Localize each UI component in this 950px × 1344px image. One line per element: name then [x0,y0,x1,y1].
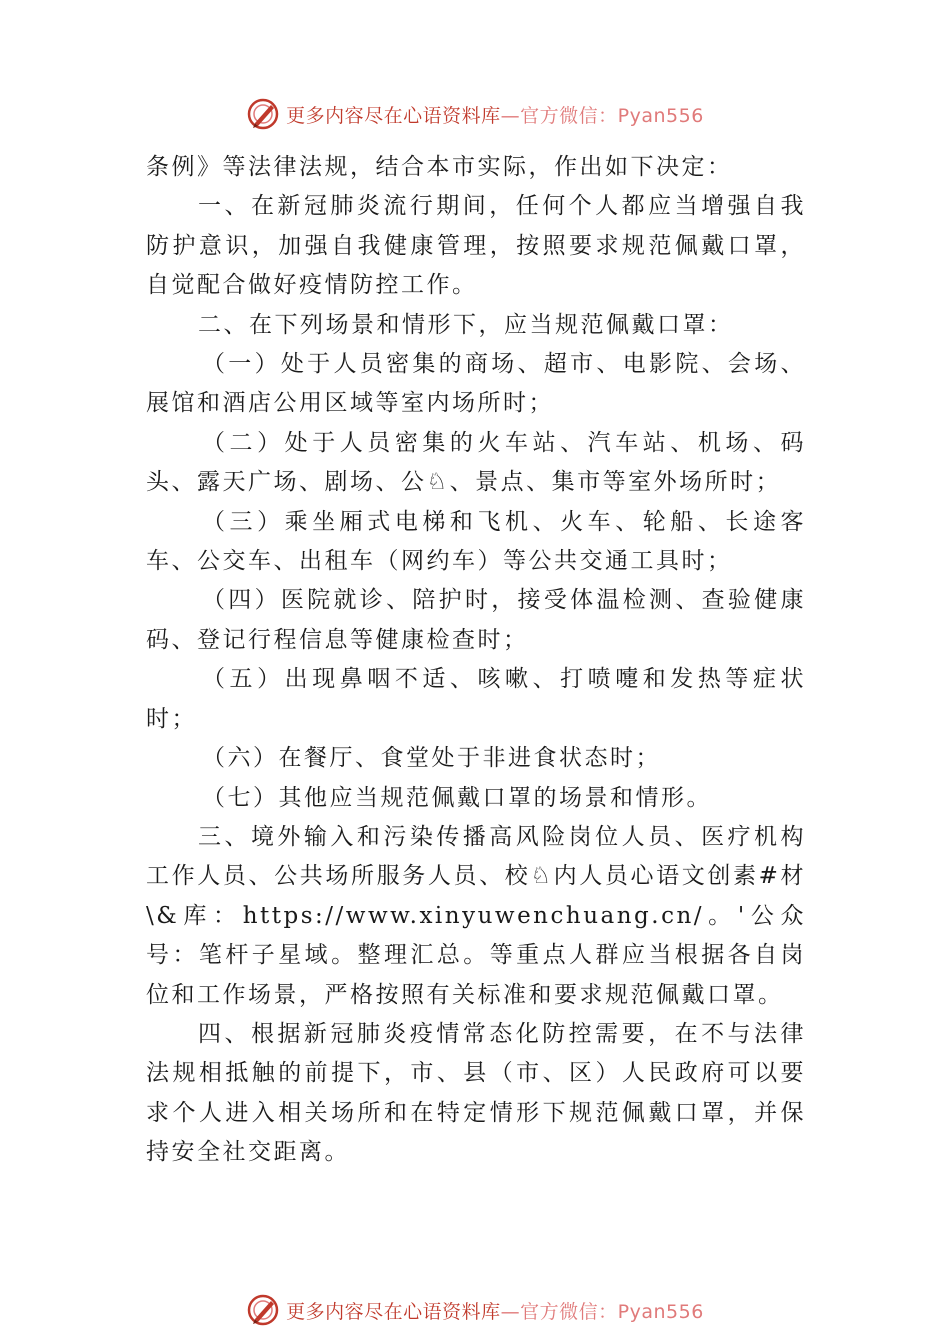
footer-wechat-id: 官方微信：Pyan556 [520,1300,704,1323]
footer-library-name: 更多内容尽在心语资料库 [286,1300,501,1323]
paragraph-subitem-7: （七）其他应当规范佩戴口罩的场景和情形。 [202,784,712,811]
paragraph-subitem-2: （二）处于人员密集的火车站、汽车站、机场、码头、露天广场、剧场、公♘、景点、集市等室外场所时； [146,429,806,496]
header-dash: — [500,104,521,127]
footer-dash: — [500,1300,521,1323]
paragraph-item-4: 四、根据新冠肺炎疫情常态化防控需要，在不与法律法规相抵触的前提下，市、县（市、区）人民政府可以要求个人进入相关场所和在特定情形下规范佩戴口罩，并保持安全社交距离。 [146,1020,806,1166]
paragraph-subitem-3: （三）乘坐厢式电梯和飞机、火车、轮船、长途客车、公交车、出租车（网约车）等公共交通工具时； [146,508,806,575]
footer-watermark-text [286,1297,704,1324]
pen-logo-icon [246,97,280,131]
paragraph-subitem-1: （一）处于人员密集的商场、超市、电影院、会场、展馆和酒店公用区域等室内场所时； [146,351,806,417]
paragraph-item-2: 二、在下列场景和情形下，应当规范佩戴口罩： [198,311,734,338]
paragraph-item-1: 一、在新冠肺炎流行期间，任何个人都应当增强自我防护意识，加强自我健康管理，按照要求规范佩戴口罩，自觉配合做好疫情防控工作。 [146,193,806,299]
paragraph-intro: 条例》等法律法规，结合本市实际，作出如下决定： [146,154,733,180]
pen-logo-icon [246,1293,280,1327]
paragraph-subitem-4: （四）医院就诊、陪护时，接受体温检测、查验健康码、登记行程信息等健康检查时； [146,587,806,653]
document-body [146,148,806,1173]
header-watermark-banner [0,94,950,134]
paragraph-subitem-6: （六）在餐厅、食堂处于非进食状态时； [202,745,661,772]
paragraph-item-3: 三、境外输入和污染传播高风险岗位人员、医疗机构工作人员、公共场所服务人员、校♘内人员心语文创素#材\&库：https://www.xinyuwenchuang.cn/。'公众号：笔杆子星域。整理汇总。等重点人群应当根据各自岗位和工作场景，严格按照有关标准和要求规范佩戴口罩。 [146,823,806,1008]
header-wechat-id: 官方微信：Pyan556 [520,104,704,127]
paragraph-subitem-5: （五）出现鼻咽不适、咳嗽、打喷嚏和发热等症状时； [146,666,806,732]
header-watermark-text [286,101,704,128]
footer-watermark-banner [0,1290,950,1330]
header-library-name: 更多内容尽在心语资料库 [286,104,501,127]
